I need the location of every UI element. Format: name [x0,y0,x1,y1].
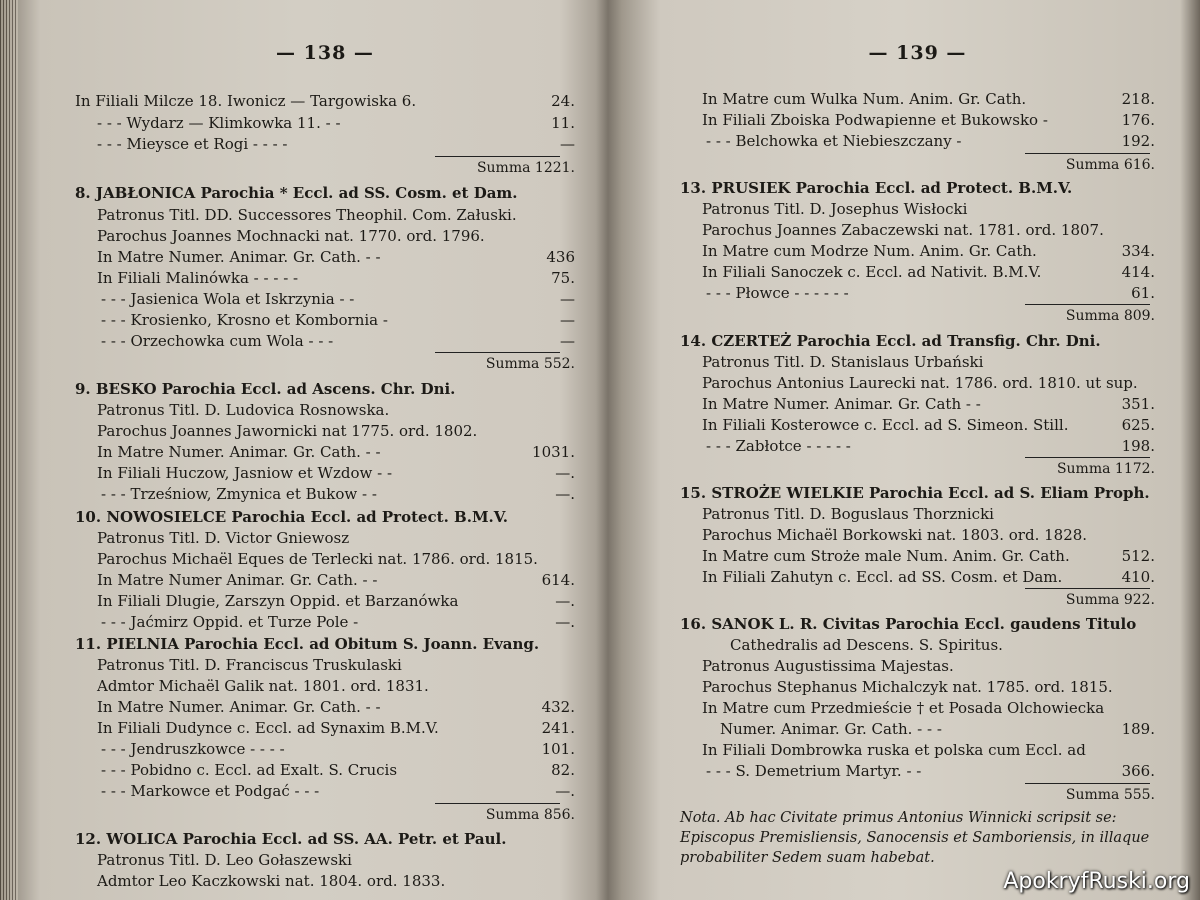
entry-line: Patronus Titl. D. Ludovica Rosnowska. [97,401,390,419]
entry-line: - - - S. Demetrium Martyr. - - 366. [706,762,1155,780]
entry-line: - - - Jaćmirz Oppid. et Turze Pole - —. [101,613,575,631]
entry-line: Parochus Joannes Jawornicki nat 1775. ord. 1802. [97,422,478,440]
footnote: Nota. Ab hac Civitate primus Antonius Winnicki scripsit se: Episcopus Premisliensis, Sanocensis et Samboriensis, in illaque probabiliter Sedem suam habebat. [680,810,1150,866]
parish-heading: 12. WOLICA Parochia Eccl. ad SS. AA. Petr. et Paul. [75,830,507,848]
entry-line: Admtor Leo Kaczkowski nat. 1804. ord. 1833. [97,872,446,890]
parish-heading: 11. PIELNIA Parochia Eccl. ad Obitum S. Joann. Evang. [75,635,540,653]
entry-line: Patronus Titl. D. Josephus Wisłocki [702,200,968,218]
entry-line: Patronus Titl. D. Leo Gołaszewski [97,851,352,869]
entry-line: In Matre Numer. Animar. Gr. Cath - - 351. [702,395,1155,413]
entry-line: In Filiali Dlugie, Zarszyn Oppid. et Barzanówka —. [97,592,575,610]
entry-line: In Filiali Zahutyn c. Eccl. ad SS. Cosm. et Dam. 410. [702,568,1155,586]
page-edges [0,0,18,900]
right-page [680,0,1155,900]
entry-line: In Filiali Dudynce c. Eccl. ad Synaxim B.M.V. 241. [97,719,575,737]
entry-line: Patronus Titl. D. Victor Gniewosz [97,529,350,547]
entry-line: Admtor Michaël Galik nat. 1801. ord. 1831. [97,677,429,695]
entry-line: - - - Orzechowka cum Wola - - - — [101,332,575,350]
parish-heading: 15. STROŻE WIELKIE Parochia Eccl. ad S. Eliam Proph. [680,484,1150,502]
entry-line: In Matre Numer Animar. Gr. Cath. - - 614. [97,571,575,589]
parish-heading: 14. CZERTEŻ Parochia Eccl. ad Transfig. Chr. Dni. [680,332,1101,350]
entry-line: In Matre Numer. Animar. Gr. Cath. - - 432. [97,698,575,716]
entry-line: - - - Krosienko, Krosno et Kombornia - — [101,311,575,329]
entry-line: In Filiali Milcze 18. Iwonicz — Targowiska 6. 24. [75,92,575,110]
entry-line: - - - Płowce - - - - - - 61. [706,284,1155,302]
summa-line: Summa 1221. [476,160,575,176]
entry-line: Patronus Titl. DD. Successores Theophil. Com. Załuski. [97,206,517,224]
entry-line: - - - Trześniow, Zmynica et Bukow - - —. [101,485,575,503]
entry-line: Patronus Titl. D. Franciscus Truskulaski [97,656,402,674]
parish-heading: 8. JABŁONICA Parochia * Eccl. ad SS. Cosm. et Dam. [75,184,518,202]
entry-line: Patronus Titl. D. Boguslaus Thorznicki [702,505,994,523]
entry-line: Parochus Antonius Laurecki nat. 1786. ord. 1810. ut sup. [702,374,1138,392]
entry-line: In Filiali Kosterowce c. Eccl. ad S. Simeon. Still. 625. [702,416,1155,434]
entry-line: Patronus Augustissima Majestas. [702,657,954,675]
entry-line: Parochus Stephanus Michalczyk nat. 1785. ord. 1815. [702,678,1113,696]
entry-line: In Matre cum Modrze Num. Anim. Gr. Cath. 334. [702,242,1155,260]
parish-heading: 16. SANOK L. R. Civitas Parochia Eccl. gaudens Titulo [680,615,1137,633]
parish-heading: 13. PRUSIEK Parochia Eccl. ad Protect. B.M.V. [680,179,1073,197]
summa-line: Summa 616. [1065,157,1155,173]
entry-line: In Filiali Huczow, Jasniow et Wzdow - - —. [97,464,575,482]
entry-line: Parochus Joannes Zabaczewski nat. 1781. ord. 1807. [702,221,1104,239]
entry-line: In Matre Numer. Animar. Gr. Cath. - - 436 [97,248,575,266]
entry-line: Parochus Michaël Borkowski nat. 1803. ord. 1828. [702,526,1088,544]
entry-line: Parochus Michaël Eques de Terlecki nat. 1786. ord. 1815. [97,550,538,568]
entry-line: Patronus Titl. D. Stanislaus Urbański [702,353,984,371]
entry-line: - - - Jasienica Wola et Iskrzynia - - — [101,290,575,308]
parish-heading: 9. BESKO Parochia Eccl. ad Ascens. Chr. Dni. [75,380,456,398]
summa-line: Summa 555. [1065,787,1155,803]
parish-heading: 10. NOWOSIELCE Parochia Eccl. ad Protect. B.M.V. [75,508,509,526]
entry-line: In Matre cum Stroże male Num. Anim. Gr. Cath. 512. [702,547,1155,565]
entry-line: - - - Wydarz — Klimkowka 11. - - 11. [97,114,575,132]
entry-line: - - - Jendruszkowce - - - - 101. [101,740,575,758]
entry-line: Parochus Joannes Mochnacki nat. 1770. ord. 1796. [97,227,485,245]
entry-line: - - - Pobidno c. Eccl. ad Exalt. S. Crucis 82. [101,761,575,779]
entry-line: Numer. Animar. Gr. Cath. - - - 189. [720,720,1155,738]
entry-line: In Matre Numer. Animar. Gr. Cath. - - 1031. [97,443,575,461]
watermark: ApokryfRuski.org [1003,869,1190,894]
right-page-number: — 139 — [868,42,967,64]
summa-line: Summa 1172. [1056,461,1155,477]
entry-line: In Filiali Malinówka - - - - - 75. [97,269,575,287]
left-page-number: — 138 — [276,42,374,64]
entry-line: In Filiali Sanoczek c. Eccl. ad Nativit. B.M.V. 414. [702,263,1155,281]
entry-line: In Filiali Dombrowka ruska et polska cum Eccl. ad [702,741,1086,759]
summa-line: Summa 809. [1065,308,1155,324]
entry-line: - - - Belchowka et Niebieszczany - 192. [706,132,1155,150]
entry-line: Cathedralis ad Descens. S. Spiritus. [730,636,1003,654]
entry-line: In Filiali Zboiska Podwapienne et Bukowsko - 176. [702,111,1155,129]
entry-line: - - - Mieysce et Rogi - - - - — [97,135,575,153]
entry-line: - - - Zabłotce - - - - - 198. [706,437,1155,455]
summa-line: Summa 856. [485,807,575,823]
left-page [75,0,575,900]
entry-line: In Matre cum Przedmieście † et Posada Olchowiecka [702,699,1105,717]
summa-line: Summa 552. [485,356,575,372]
entry-line: - - - Markowce et Podgać - - - —. [101,782,575,800]
entry-line: In Matre cum Wulka Num. Anim. Gr. Cath. 218. [702,90,1155,108]
summa-line: Summa 922. [1065,592,1155,608]
